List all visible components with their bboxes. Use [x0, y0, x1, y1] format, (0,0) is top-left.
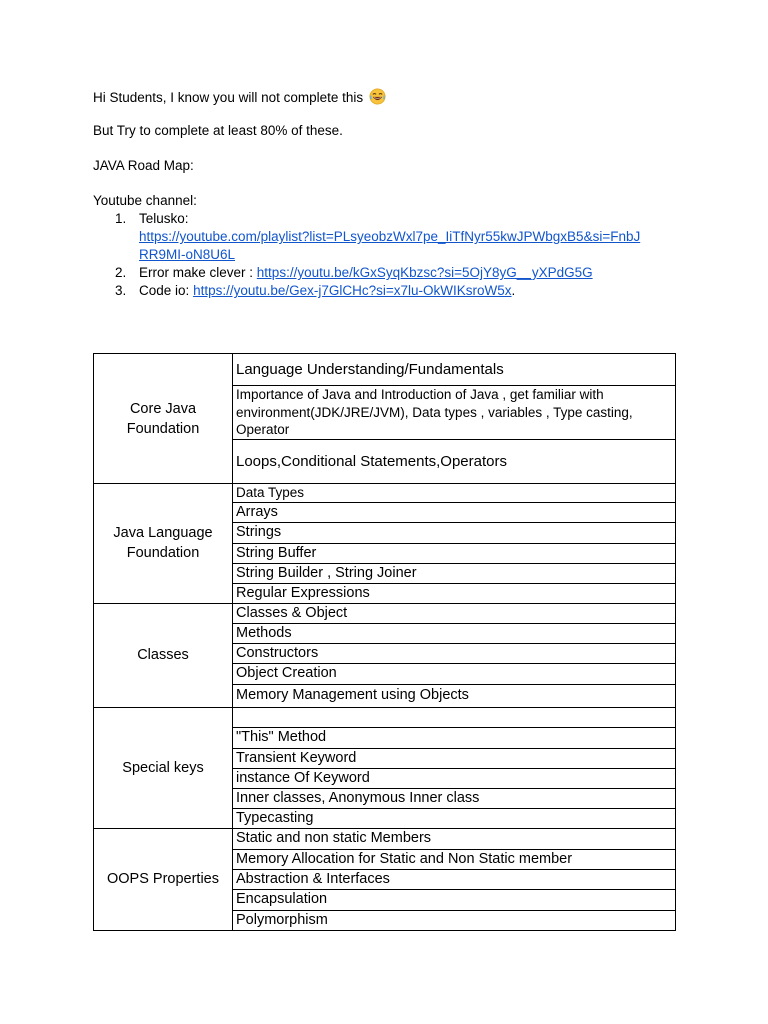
topic-cell: Strings [233, 522, 676, 543]
topic-cell: Importance of Java and Introduction of Java , get familiar with environment(JDK/JRE/JVM), Data types , variables , Type casting, Operator [233, 386, 676, 440]
encouragement-line: But Try to complete at least 80% of these. [93, 123, 343, 138]
table-row [94, 707, 676, 727]
channel-heading: Youtube channel: [93, 193, 197, 208]
channel-link[interactable]: https://youtu.be/Gex-j7GlCHc?si=x7lu-OkWIKsroW5x [193, 283, 512, 298]
topic-cell: Polymorphism [233, 910, 676, 930]
greeting-line [93, 88, 386, 106]
topic-cell: Inner classes, Anonymous Inner class [233, 788, 676, 808]
topic-cell: Memory Allocation for Static and Non Static member [233, 849, 676, 869]
topic-cell: Transient Keyword [233, 748, 676, 768]
channel-name: Error make clever : [139, 265, 254, 280]
category-cell: Core Java Foundation [94, 354, 233, 484]
java-roadmap-table [93, 353, 676, 931]
category-cell: OOPS Properties [94, 828, 233, 930]
table-row [94, 354, 676, 386]
channel-link[interactable]: https://youtube.com/playlist?list=PLsyeobzWxl7pe_IiTfNyr55kwJPWbgxB5&si=FnbJ RR9MI-oN8U6L [139, 229, 641, 262]
topic-cell: Regular Expressions [233, 583, 676, 603]
topic-cell: Constructors [233, 643, 676, 663]
channel-item: 2. Error make clever : https://youtu.be/kGxSyqKbzsc?si=5OjY8yG__yXPdG5G [115, 265, 593, 280]
roadmap-title: JAVA Road Map: [93, 158, 194, 173]
topic-cell: Language Understanding/Fundamentals [233, 354, 676, 386]
topic-cell: Static and non static Members [233, 828, 676, 849]
table-row [94, 603, 676, 623]
topic-cell: Memory Management using Objects [233, 684, 676, 707]
category-cell: Classes [94, 603, 233, 707]
channel-link[interactable]: https://youtu.be/kGxSyqKbzsc?si=5OjY8yG__yXPdG5G [256, 265, 593, 280]
category-cell: Java Language Foundation [94, 484, 233, 604]
youtube-channel-list [93, 210, 683, 300]
channel-item: 3. Code io: https://youtu.be/Gex-j7GlCHc?si=x7lu-OkWIKsroW5x. [115, 283, 516, 298]
topic-cell: String Builder , String Joiner [233, 563, 676, 583]
topic-cell: instance Of Keyword [233, 768, 676, 788]
greeting-text: Hi Students, I know you will not complete this [93, 90, 364, 105]
topic-cell: Methods [233, 623, 676, 643]
topic-cell: Encapsulation [233, 889, 676, 910]
channel-name: Code io: [139, 283, 190, 298]
table-row [94, 828, 676, 849]
table-row [94, 484, 676, 503]
topic-cell: String Buffer [233, 543, 676, 563]
topic-cell: Classes & Object [233, 603, 676, 623]
topic-cell: Typecasting [233, 808, 676, 828]
channel-name: Telusko: [139, 211, 189, 226]
topic-cell: Object Creation [233, 663, 676, 684]
laughing-face-emoji-icon [369, 88, 386, 105]
topic-cell: Loops,Conditional Statements,Operators [233, 440, 676, 484]
topic-cell: Arrays [233, 502, 676, 522]
category-cell: Special keys [94, 707, 233, 828]
channel-item: 1. Telusko: https://youtube.com/playlist?list=PLsyeobzWxl7pe_IiTfNyr55kwJPWbgxB5&si=FnbJ RR9MI-oN8U6L [115, 211, 641, 262]
topic-cell [233, 707, 676, 727]
topic-cell: Data Types [233, 484, 676, 503]
topic-cell: Abstraction & Interfaces [233, 869, 676, 889]
topic-cell: "This" Method [233, 727, 676, 748]
